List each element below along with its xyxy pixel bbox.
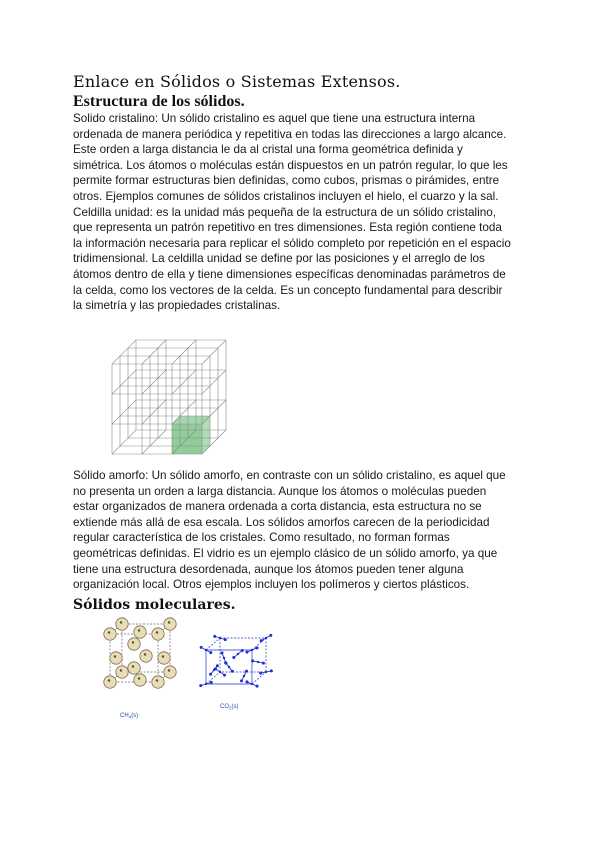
text-line: no presenta un orden a larga distancia. Aunque los átomos o moléculas pueden (73, 484, 487, 498)
co2-carbon (265, 637, 267, 639)
text-line: otros. Ejemplos comunes de sólidos cristalinos incluyen el hielo, el cuarzo y la sal. (73, 189, 499, 203)
text-line: Sólido amorfo: Un sólido amorfo, en contraste con un sólido cristalino, es aquel que (73, 469, 506, 482)
text-line: permite formar estructuras bien definidas, como cubos, prismas o pirámides, entre (73, 174, 500, 188)
ch4-molecule (104, 676, 116, 688)
paragraph-crystalline (73, 111, 533, 314)
ch4-atom-dot (156, 679, 158, 681)
lattice-line (142, 400, 166, 424)
co2-oxygen (241, 649, 244, 652)
lattice-line (202, 400, 226, 424)
text-line: Este orden a larga distancia le da al cristal una forma geométrica definida y (73, 143, 463, 157)
ch4-atom-dot (108, 679, 110, 681)
ch4-atom-dot (120, 621, 122, 623)
ch4-atom-dot (138, 629, 140, 631)
lattice-line (142, 430, 166, 454)
section-heading-molecular: Sólidos moleculares. (73, 597, 236, 613)
ch4-molecule (116, 618, 128, 630)
co2-oxygen (269, 634, 272, 637)
ch4-atom-dot (108, 631, 110, 633)
co2-oxygen (262, 662, 265, 665)
ch4-atom-dot (114, 655, 116, 657)
ch4-molecule (164, 618, 176, 630)
ch4-molecule (134, 626, 146, 638)
co2-oxygen (224, 638, 227, 641)
lattice-line (142, 340, 166, 364)
text-line: geométricas definidas. El vidrio es un ejemplo clásico de un sólido amorfo, ya que (73, 546, 498, 560)
ch4-molecule (158, 652, 170, 664)
co2-carbon (243, 675, 245, 677)
ch4-atom-dot (168, 621, 170, 623)
co2-carbon (213, 669, 215, 671)
ch4-atom-dot (138, 677, 140, 679)
co2-carbon (228, 666, 230, 668)
text-line: la información necesaria para replicar el sólido completo por repetición en el espacio (73, 236, 511, 250)
co2-oxygen (209, 673, 212, 676)
co2-oxygen (251, 659, 254, 662)
co2-carbon (223, 657, 225, 659)
co2-oxygen (256, 685, 259, 688)
ch4-atom-dot (144, 653, 146, 655)
ch4-molecule (128, 662, 140, 674)
text-line: ordenada de manera periódica y repetitiva en todas las direcciones a largo alcance. (73, 127, 507, 141)
cell-edge (206, 638, 220, 650)
document-title: Enlace en Sólidos o Sistemas Extensos. (73, 72, 401, 91)
text-line: que representa un patrón repetitivo en tres dimensiones. Esta región contiene toda (73, 221, 502, 235)
ch4-molecule (164, 666, 176, 678)
ch4-atom-dot (156, 631, 158, 633)
ch4-molecule (152, 676, 164, 688)
section-heading-structure: Estructura de los sólidos. (73, 93, 245, 110)
co2-oxygen (209, 651, 212, 654)
cell-edge (252, 638, 266, 650)
co2-oxygen (240, 679, 243, 682)
ch4-atom-dot (168, 669, 170, 671)
ch4-molecule (110, 652, 122, 664)
text-line: la simetría y las propiedades cristalinas. (73, 299, 281, 313)
co2-carbon (205, 649, 207, 651)
lattice-line (142, 370, 166, 394)
co2-oxygen (231, 670, 234, 673)
co2-oxygen (259, 672, 262, 675)
ch4-molecule (134, 674, 146, 686)
lattice-line (172, 340, 196, 364)
lattice-line (112, 340, 136, 364)
text-line: Celdilla unidad: es la unidad más pequeña de la estructura de un sólido cristalino, (73, 205, 496, 219)
lattice-line (202, 340, 226, 364)
co2-oxygen (216, 664, 219, 667)
co2-oxygen (200, 646, 203, 649)
co2-carbon (251, 649, 253, 651)
text-line: estar organizados de manera ordenada a corta distancia, esta estructura no se (73, 500, 482, 514)
co2-carbon (251, 683, 253, 685)
text-line: organización local. Otros ejemplos incluyen los polímeros y ciertos plásticos. (73, 578, 470, 592)
co2-oxygen (245, 651, 248, 654)
co2-carbon (219, 671, 221, 673)
text-line: la celda, como los vectores de la celda. Es un concepto fundamental para describir (73, 283, 503, 297)
ch4-atom-dot (132, 665, 134, 667)
ch4-crystal-figure (90, 612, 180, 720)
co2-carbon (205, 683, 207, 685)
co2-oxygen (224, 662, 227, 665)
co2-oxygen (223, 674, 226, 677)
ch4-molecule (152, 628, 164, 640)
cell-edge (252, 672, 266, 684)
text-line: tiene una estructura desordenada, aunque los átomos pueden tener alguna (73, 562, 464, 576)
co2-oxygen (260, 639, 263, 642)
ch4-caption: $CH_4(s)$ (120, 713, 139, 720)
co2-oxygen (199, 684, 202, 687)
co2-oxygen (270, 669, 273, 672)
co2-oxygen (221, 651, 224, 654)
ch4-molecule (116, 666, 128, 678)
co2-carbon (219, 637, 221, 639)
co2-oxygen (213, 635, 216, 638)
co2-oxygen (256, 646, 259, 649)
co2-crystal-figure (194, 622, 274, 712)
lattice-line (112, 430, 136, 454)
co2-oxygen (232, 656, 235, 659)
lattice-line (172, 370, 196, 394)
co2-oxygen (245, 670, 248, 673)
ch4-atom-dot (120, 669, 122, 671)
text-line: átomos dentro de ella y tiene dimensiones específicas denominadas parámetros de (73, 267, 506, 281)
text-line: extiende más allá de esa escala. Los sólidos amorfos carecen de la periodicidad (73, 515, 490, 529)
cell-edge (206, 672, 220, 684)
crystal-lattice-figure (108, 324, 228, 464)
co2-caption: $CO_2(s)$ (220, 704, 239, 711)
text-line: tridimensional. La celdilla unidad se define por las posiciones y el arreglo de los (73, 252, 485, 266)
co2-oxygen (210, 681, 213, 684)
ch4-atom-dot (132, 641, 134, 643)
ch4-molecule (140, 650, 152, 662)
lattice-line (112, 400, 136, 424)
ch4-molecule (128, 638, 140, 650)
co2-oxygen (245, 680, 248, 683)
text-line: regular característica de los cristales. Como resultado, no forman formas (73, 531, 450, 545)
co2-carbon (237, 653, 239, 655)
paragraph-amorphous (73, 468, 533, 593)
lattice-line (202, 370, 226, 394)
ch4-molecule (104, 628, 116, 640)
co2-carbon (257, 661, 259, 663)
text-line: simétrica. Los átomos o moléculas están dispuestos en un patrón regular, lo que les (73, 158, 508, 172)
ch4-atom-dot (162, 655, 164, 657)
co2-carbon (265, 671, 267, 673)
text-line: Solido cristalino: Un sólido cristalino es aquel que tiene una estructura interna (73, 112, 476, 125)
lattice-line (112, 370, 136, 394)
